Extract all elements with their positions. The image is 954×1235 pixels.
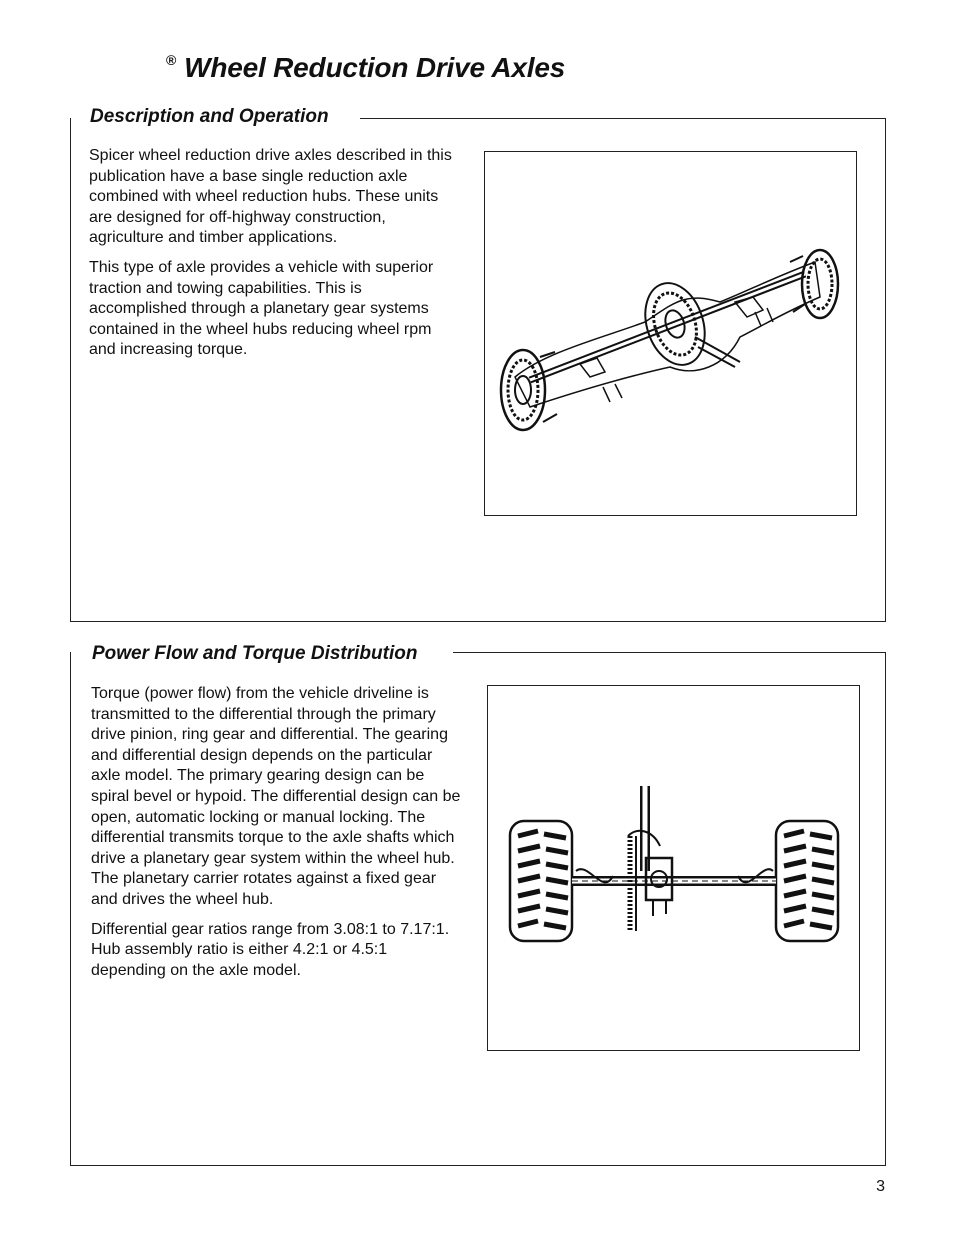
- section-frame-top: [453, 652, 885, 653]
- section-frame-left: [70, 118, 71, 621]
- paragraph: This type of axle provides a vehicle with superior traction and towing capabilities. This is accomplished through a planetary gear systems contained in the wheel hubs reducing wheel rpm and increasing torque.: [89, 258, 434, 359]
- section-frame-top: [360, 118, 885, 119]
- axle-assembly-illustration-icon: [485, 152, 856, 515]
- section-body: [91, 684, 461, 990]
- registered-mark: ®: [166, 52, 177, 68]
- section-frame-left: [70, 652, 71, 1165]
- page-title: [166, 52, 565, 84]
- power-flow-illustration-icon: [488, 686, 859, 1050]
- paragraph: Spicer wheel reduction drive axles described in this publication have a base single reduction axle combined with wheel reduction hubs. These units are designed for off-highway construction, agriculture and timber applications.: [89, 147, 452, 247]
- section-heading: Power Flow and Torque Distribution: [92, 643, 418, 664]
- power-flow-figure: [487, 685, 860, 1051]
- section-body: [89, 146, 461, 370]
- page-number: 3: [876, 1178, 885, 1195]
- section-heading: Description and Operation: [90, 106, 329, 127]
- paragraph: Torque (power flow) from the vehicle driveline is transmitted to the differential through the primary drive pinion, ring gear and differential. The gearing and differential design depends on the particular axle model. The primary gearing design can be spiral bevel or hypoid. The differential design can be open, automatic locking or manual locking. The differential transmits torque to the axle shafts which drive a planetary gear system within the wheel hub. The planetary carrier rotates against a fixed gear and drives the wheel hub.: [91, 685, 461, 908]
- paragraph: Differential gear ratios range from 3.08:1 to 7.17:1. Hub assembly ratio is either 4.2:1 or 4.5:1 depending on the axle model.: [91, 920, 450, 979]
- axle-assembly-figure: [484, 151, 857, 516]
- page-title-text: Wheel Reduction Drive Axles: [184, 52, 566, 83]
